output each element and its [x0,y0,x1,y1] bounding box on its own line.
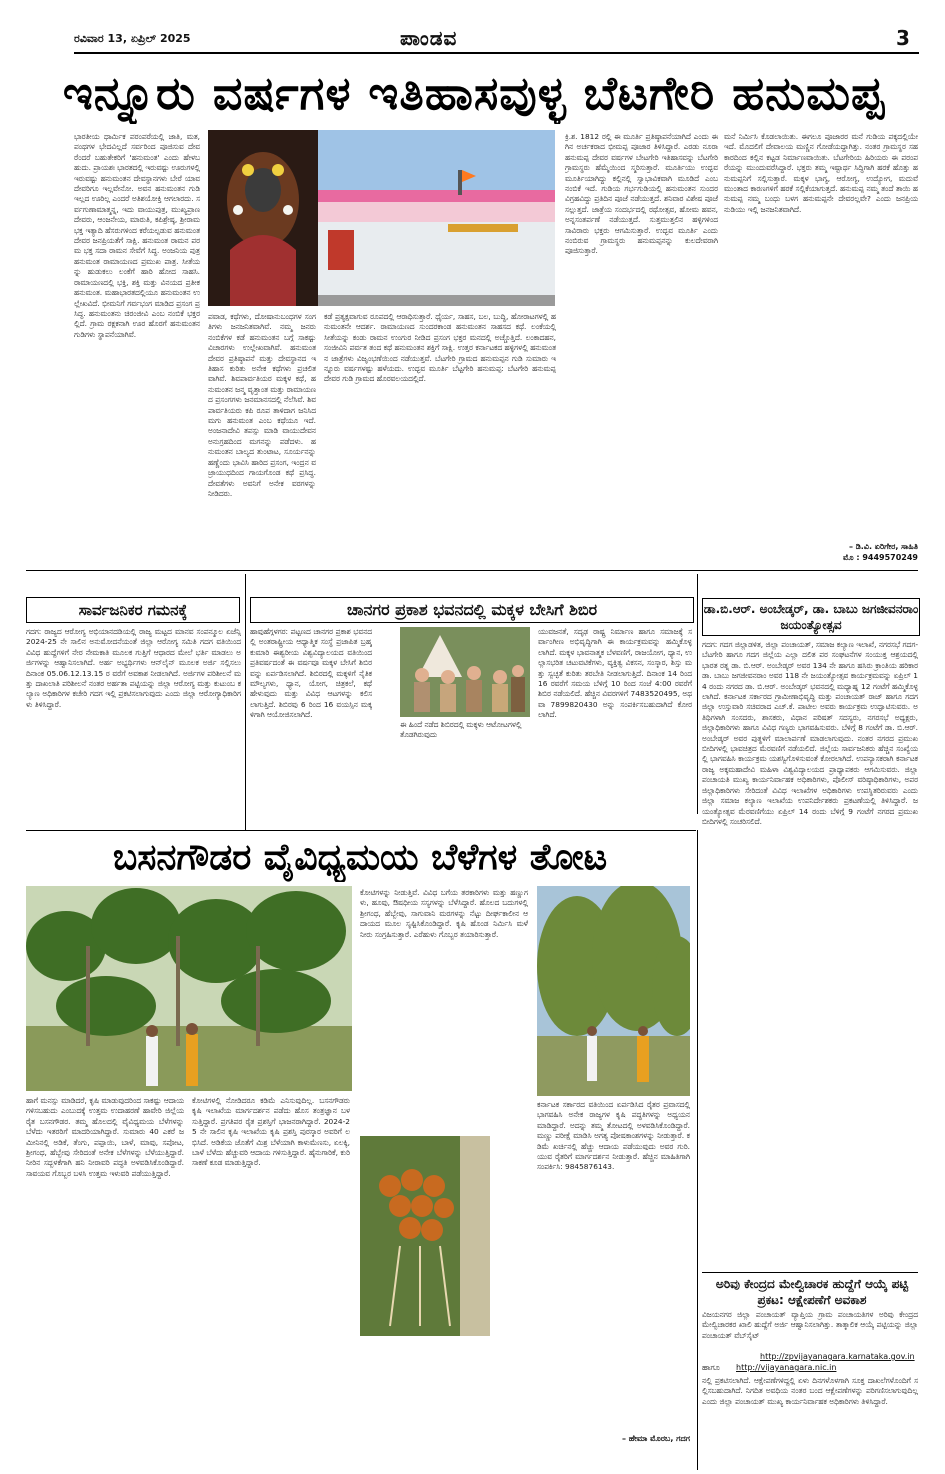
camp-children-photo [400,627,530,717]
farm-story-col1: ಹಾಗೆ ಮನಸ್ಸು ಮಾಡಿದರೆ, ಕೃಷಿ ಮಾಡುವುದರಿಂದ ಸಾಕಷ್ಟು ಆದಾಯ ಗಳಿಸಬಹುದು ಎಂಬುದಕ್ಕೆ ಉತ್ತಮ ಉದಾಹರಣೆ ಹಾವೇರಿ ಜಿಲ್ಲೆಯ ರೈತ ಬಸನಗೌಡರ. ತಮ್ಮ ಹೊಲದಲ್ಲಿ ವೈವಿಧ್ಯಮಯ ಬೆಳೆಗಳನ್ನು ಬೆಳೆದು ಇತರರಿಗೆ ಮಾದರಿಯಾಗಿದ್ದಾರೆ. ಸುಮಾರು 40 ಎಕರೆ ಜಮೀನಿನಲ್ಲಿ ಅಡಿಕೆ, ತೆಂಗು, ಪಪ್ಪಾಯಿ, ಬಾಳೆ, ಮಾವು, ಸಪೋಟ, ಶ್ರೀಗಂಧ, ಹೆಬ್ಬೇವು ಸೇರಿದಂತೆ ಅನೇಕ ಬೆಳೆಗಳನ್ನು ಬೆಳೆಯುತ್ತಿದ್ದಾರೆ. ನೀರಿನ ಸದ್ಬಳಕೆಗಾಗಿ ಹನಿ ನೀರಾವರಿ ಪದ್ಧತಿ ಅಳವಡಿಸಿಕೊಂಡಿದ್ದಾರೆ. ಸಾವಯವ ಗೊಬ್ಬರ ಬಳಸಿ ಉತ್ತಮ ಇಳುವರಿ ಪಡೆಯುತ್ತಿದ್ದಾರೆ. [26,1096,184,1178]
ambedkar-story-title: ಡಾ.ಬಿ.ಆರ್. ಅಂಬೇಡ್ಕರ್, ಡಾ. ಬಾಬು ಜಗಜೀವನರಾಂ ಜಯಂತ್ಯೋತ್ಸವ [702,598,920,636]
public-notice-body: ಗದಗ: ರಾಜ್ಯದ ಆರೋಗ್ಯ ಅಭಿಯಾನದಡಿಯಲ್ಲಿ ರಾಜ್ಯ ಮಟ್ಟದ ಮಾನವ ಸಂಪನ್ಮೂಲ ಏಜೆನ್ಸಿ 2024-25 ನೇ ಸಾಲಿನ ಅನುಮೋದನೆಯಂತೆ ಜಿಲ್ಲಾ ಆರೋಗ್ಯ ಸಮಿತಿ ಗದಗ ವತಿಯಿಂದ ವಿವಿಧ ಹುದ್ದೆಗಳಿಗೆ ನೇರ ನೇಮಕಾತಿ ಮೂಲಕ ಗುತ್ತಿಗೆ ಆಧಾರದ ಮೇಲೆ ಭರ್ತಿ ಮಾಡಲು ಅರ್ಜಿಗಳನ್ನು ಆಹ್ವಾನಿಸಲಾಗಿದೆ. ಅರ್ಹ ಅಭ್ಯರ್ಥಿಗಳು ಆನ್‌ಲೈನ್ ಮೂಲಕ ಅರ್ಜಿ ಸಲ್ಲಿಸಲು ದಿನಾಂಕ 05.06.12.13.15 ರ ವರೆಗೆ ಅವಕಾಶ ನೀಡಲಾಗಿದೆ. ಅರ್ಜಿಗಳ ಪರಿಶೀಲನೆ ಮತ್ತು ದಾಖಲಾತಿ ಪರಿಶೀಲನೆ ನಂತರ ಅರ್ಹತಾ ಪಟ್ಟಿಯನ್ನು ಜಿಲ್ಲಾ ಆರೋಗ್ಯ ಮತ್ತು ಕುಟುಂಬ ಕಲ್ಯಾಣ ಅಧಿಕಾರಿಗಳ ಕಚೇರಿ ಗದಗ ಇಲ್ಲಿ ಪ್ರಕಟಿಸಲಾಗುವುದು ಎಂದು ಜಿಲ್ಲಾ ಆರೋಗ್ಯಾಧಿಕಾರಿಗಳು ತಿಳಿಸಿದ್ದಾರೆ. [26,627,241,709]
camp-photo-caption: ಈ ಹಿಂದೆ ನಡೆದ ಶಿಬಿರದಲ್ಲಿ ಮಕ್ಕಳು ಆಟೋಟಗಳಲ್ಲಿ ತೊಡಗಿರುವುದು [400,720,522,739]
top-story-col2: ಪವಾಡ, ಕಥೆಗಳು, ದೋಷಾನುಬಂಧಗಳ ಸಂಗತಿಗಳು ಜನಜನಿತವಾಗಿವೆ. ನಮ್ಮ ಜನರು ನಂಬಿಕೆಗಳ ಕಡೆ ಹನುಮಂತನ ಬಗ್ಗೆ ಸಾಕಷ್ಟು ವಿಚಾರಗಳು ಉಲ್ಲೇಖವಾಗಿವೆ. ಹನುಮಂತ ದೇವರ ಪ್ರತಿಷ್ಠಾಪನೆ ಮತ್ತು ದೇವಸ್ಥಾನದ ಇತಿಹಾಸ ಕುರಿತು ಅನೇಕ ಕಥೆಗಳು ಪ್ರಚಲಿತವಾಗಿವೆ. ಶಿವಪಾರ್ವತಿಯರ ಮಕ್ಕಳ ಕಥೆ, ಹನುಮಂತನ ಜನ್ಮ ವೃತ್ತಾಂತ ಮತ್ತು ರಾಮಾಯಣದ ಪ್ರಸಂಗಗಳು ಜನಮಾನಸದಲ್ಲಿ ನೆಲೆಸಿವೆ. ಶಿವಪಾರ್ವತಿಯರು ಕಪಿ ರೂಪ ತಾಳಿದಾಗ ಜನಿಸಿದ ಮಗು ಹನುಮಂತ ಎಂಬ ಕಥೆಯೂ ಇದೆ. ಅಂಜನಾದೇವಿ ತಪಸ್ಸು ಮಾಡಿ ವಾಯುದೇವನ ಅನುಗ್ರಹದಿಂದ ಮಗನನ್ನು ಪಡೆದಳು. ಹನುಮಂತನ ಬಾಲ್ಯದ ತುಂಟಾಟ, ಸೂರ್ಯನನ್ನು ಹಣ್ಣೆಂದು ಭಾವಿಸಿ ಹಾರಿದ ಪ್ರಸಂಗ, ಇಂದ್ರನ ವಜ್ರಾಯುಧದಿಂದ ಗಾಯಗೊಂಡ ಕಥೆ ಪ್ರಸಿದ್ಧ. ದೇವತೆಗಳು ಅವನಿಗೆ ಅನೇಕ ವರಗಳನ್ನು ನೀಡಿದರು. [208,312,316,498]
notice-top-rule [702,1272,918,1273]
section-divider-2 [26,830,696,831]
top-story-col1: ಭಾರತೀಯ ಧಾರ್ಮಿಕ ಪರಂಪರೆಯಲ್ಲಿ ಜಾತಿ, ಮತ, ಪಂಥಗಳ ಭೇದವಿಲ್ಲದೆ ಸರ್ವರಿಂದ ಪೂಜಿಸುವ ದೇವರೆಂದರೆ ಬಹುತೇಕರಿಗೆ 'ಹನುಮಂತ' ಎಂದು ಹೇಳಬಹುದು. ಪ್ರಾಯಶಃ ಭಾರತದಲ್ಲಿ ಇರುವಷ್ಟು ಊರುಗಳಲ್ಲಿ ಇರುವಷ್ಟು ಹನುಮಂತನ ದೇವಸ್ಥಾನಗಳು ಬೇರೆ ಯಾವ ದೇವರಿಗೂ ಇಲ್ಲವೇನೋ. ಅವನ ಹನುಮಂತನ ಗುಡಿ ಇಲ್ಲದ ಊರಿಲ್ಲ ಎಂದರೆ ಅತಿಶಯೋಕ್ತಿ ಆಗಲಾರದು. ಸರ್ವಗುಣಾಮಾತ್ಮನ್ನ, ಇದು ವಾಯುಪುತ್ರ, ಮುಖ್ಯಪ್ರಾಣದೇವರು, ಆಂಜನೇಯ, ಮಾರುತಿ, ಕಪಿಶ್ರೇಷ್ಠ, ಶ್ರೀರಾಮಭಕ್ತ ಇತ್ಯಾದಿ ಹೆಸರುಗಳಿಂದ ಕರೆಯಲ್ಪಡುವ ಹನುಮಂತ ದೇವರ ಜನಪ್ರಿಯತೆಗೆ ಸಾಕ್ಷಿ. ಹನುಮಂತ ರಾಮನ ಪರಮ ಭಕ್ತ ಸದಾ ರಾಮನ ಸೇವೆಗೆ ಸಿದ್ಧ. ಅಂಜನಿಯ ಪುತ್ರ ಹನುಮಂತ ರಾಮಾಯಣದ ಪ್ರಮುಖ ಪಾತ್ರ. ಸೀತೆಯನ್ನು ಹುಡುಕಲು ಲಂಕೆಗೆ ಹಾರಿ ಹೋದ ಸಾಹಸಿ. ರಾಮಾಯಣದಲ್ಲಿ ಭಕ್ತಿ, ಶಕ್ತಿ ಮತ್ತು ವಿನಯದ ಪ್ರತೀಕ ಹನುಮಂತ. ಮಹಾಭಾರತದಲ್ಲಿಯೂ ಹನುಮಂತನ ಉಲ್ಲೇಖವಿದೆ. ಭೀಮನಿಗೆ ಗರ್ವಭಂಗ ಮಾಡಿದ ಪ್ರಸಂಗ ಪ್ರಸಿದ್ಧ. ಹನುಮಂತನು ಚಿರಂಜೀವಿ ಎಂಬ ನಂಬಿಕೆ ಭಕ್ತರಲ್ಲಿದೆ. ಗ್ರಾಮ ರಕ್ಷಕನಾಗಿ ಊರ ಹೊರಗೆ ಹನುಮಂತನ ಗುಡಿಗಳು ಸ್ಥಾಪನೆಯಾಗಿವೆ. [74,132,200,339]
section-divider-1 [26,570,918,571]
newspaper-name: ಪಾಂಡವ [400,26,458,50]
public-notice-title: ಸಾರ್ವಜನಿಕರ ಗಮನಕ್ಕೆ [26,597,240,623]
farm-story-col2: ಕೋಟಿಗಳಲ್ಲಿ ನೋಡಿದರೂ ಕಡಿಮೆ ಎನಿಸುವುದಿಲ್ಲ. ಬಸನಗೌಡರು ಕೃಷಿ ಇಲಾಖೆಯ ಮಾರ್ಗದರ್ಶನ ಪಡೆದು ಹೊಸ ತಂತ್ರಜ್ಞಾನ ಬಳಸುತ್ತಿದ್ದಾರೆ. ಪ್ರಗತಿಪರ ರೈತ ಪ್ರಶಸ್ತಿಗೆ ಭಾಜನರಾಗಿದ್ದಾರೆ. 2024-25 ನೇ ಸಾಲಿನ ಕೃಷಿ ಇಲಾಖೆಯ ಕೃಷಿ ಪ್ರಶಸ್ತಿ ಪುರಸ್ಕಾರ ಅವರಿಗೆ ಲಭಿಸಿದೆ. ಅಡಿಕೆಯ ಜೊತೆಗೆ ಮಿಶ್ರ ಬೆಳೆಯಾಗಿ ಕಾಳುಮೆಣಸು, ಏಲಕ್ಕಿ, ಬಾಳೆ ಬೆಳೆದು ಹೆಚ್ಚುವರಿ ಆದಾಯ ಗಳಿಸುತ್ತಿದ್ದಾರೆ. ಹೈನುಗಾರಿಕೆ, ಕುರಿ ಸಾಕಣೆ ಕೂಡ ಮಾಡುತ್ತಿದ್ದಾರೆ. [192,1096,350,1168]
header-rule [74,52,919,54]
column-divider-b [697,574,698,814]
notice-url-nic[interactable]: http://vijayanagara.nic.in [736,1363,837,1372]
top-story-byline: – ಡಿ.ವಿ. ಏರಿಗೇರ, ಸಾಹಿತಿ [848,542,918,551]
fruit-bunch-photo [360,1136,490,1336]
top-story-headline: ಇನ್ನೂರು ವರ್ಷಗಳ ಇತಿಹಾಸವುಳ್ಳ ಬೆಟಗೇರಿ ಹನುಮಪ್ಪ [62,66,886,120]
top-story-col3: ಕಡೆ ಪ್ರತ್ಯಕ್ಷವಾಗುವ ರೂಪದಲ್ಲಿ ಆರಾಧಿಸುತ್ತಾರೆ. ಧೈರ್ಯ, ಸಾಹಸ, ಬಲ, ಬುದ್ಧಿ, ಹೋರಾಟಗಳಲ್ಲಿ ಹನುಮಂತನೇ ಆದರ್ಶ. ರಾಮಾಯಣದ ಸುಂದರಕಾಂಡ ಹನುಮಂತನ ಸಾಹಸದ ಕಥೆ. ಲಂಕೆಯಲ್ಲಿ ಸೀತೆಯನ್ನು ಕಂಡು ರಾಮನ ಉಂಗುರ ನೀಡಿದ ಪ್ರಸಂಗ ಭಕ್ತರ ಮನದಲ್ಲಿ ಅಚ್ಚೊತ್ತಿದೆ. ಲಂಕಾದಹನ, ಸಂಜೀವಿನಿ ಪರ್ವತ ತಂದ ಕಥೆ ಹನುಮಂತನ ಶಕ್ತಿಗೆ ಸಾಕ್ಷಿ. ಉತ್ತರ ಕರ್ನಾಟಕದ ಹಳ್ಳಿಗಳಲ್ಲಿ ಹನುಮಂತನ ಜಾತ್ರೆಗಳು ವಿಜೃಂಭಣೆಯಿಂದ ನಡೆಯುತ್ತವೆ. ಬೆಟಗೇರಿ ಗ್ರಾಮದ ಹನುಮಪ್ಪನ ಗುಡಿ ಸುಮಾರು ಇನ್ನೂರು ವರ್ಷಗಳಷ್ಟು ಹಳೆಯದು. ಉದ್ಭವ ಮೂರ್ತಿ ಬೆಟ್ಟಗೇರಿ ಹನುಮಪ್ಪ: ಬೆಟಗೇರಿ ಹನುಮಪ್ಪ ದೇವರ ಗುಡಿ ಗ್ರಾಮದ ಹೊರವಲಯದಲ್ಲಿದೆ. [324,312,556,384]
recruitment-notice-body: ವಿಜಯನಗರ ಜಿಲ್ಲಾ ಪಂಚಾಯತ್ ವ್ಯಾಪ್ತಿಯ ಗ್ರಾಮ ಪಂಚಾಯತಿಗಳ ಅರಿವು ಕೇಂದ್ರದ ಮೇಲ್ವಿಚಾರಕರ ಖಾಲಿ ಹುದ್ದೆಗೆ ಅರ್ಜಿ ಆಹ್ವಾನಿಸಲಾಗಿತ್ತು. ತಾತ್ಕಾಲಿಕ ಆಯ್ಕೆ ಪಟ್ಟಿಯನ್ನು ಜಿಲ್ಲಾ ಪಂಚಾಯತ್ ವೆಬ್‌ಸೈಟ್ [702,1310,918,1340]
farm-story-headline: ಬಸನಗೌಡರ ವೈವಿಧ್ಯಮಯ ಬೆಳೆಗಳ ತೋಟ [112,837,608,878]
temple-photo [208,130,555,306]
top-story-col5: ಮನೆ ನಿರ್ಮಿಸಿ ಕೊಡಲಾಯಿತು. ಈಗಲೂ ಪೂಜಾರರ ಮನೆ ಗುಡಿಯ ಪಕ್ಕದಲ್ಲಿಯೇ ಇದೆ. ಮೊದಲಿಗೆ ದೇವಾಲಯ ಮಣ್ಣಿನ ಗೋಡೆಯದ್ದಾಗಿತ್ತು. ನಂತರ ಗ್ರಾಮಸ್ಥರ ಸಹಕಾರದಿಂದ ಕಲ್ಲಿನ ಕಟ್ಟಡ ನಿರ್ಮಾಣವಾಯಿತು. ಬೆಟಗೇರಿಯ ಹಿರಿಯರು ಈ ಪರಂಪರೆಯನ್ನು ಮುಂದುವರೆಸಿದ್ದಾರೆ. ಭಕ್ತರು ತಮ್ಮ ಇಷ್ಟಾರ್ಥ ಸಿದ್ಧಿಗಾಗಿ ಹರಕೆ ಹೊತ್ತು ಹನುಮಪ್ಪನಿಗೆ ಸಲ್ಲಿಸುತ್ತಾರೆ. ಮಕ್ಕಳ ಭಾಗ್ಯ, ಆರೋಗ್ಯ, ಉದ್ಯೋಗ, ಮದುವೆ ಮುಂತಾದ ಕಾರಣಗಳಿಗೆ ಹರಕೆ ಸಲ್ಲಿಕೆಯಾಗುತ್ತದೆ. ಹನುಮಪ್ಪ ನಮ್ಮ ತಂದೆ ತಾಯಿ ಹನುಮಪ್ಪ ನಮ್ಮ ಬಂಧು ಬಳಗ ಹನುಮಪ್ಪನೇ ದೇವರಲ್ಲವೇ? ಎಂದು ಜನಪ್ರಿಯ ನುಡಿಯು ಇಲ್ಲಿ ಜನಜನಿತವಾಗಿದೆ. [724,132,918,214]
papaya-farm-photo [26,886,352,1091]
camp-story-col1: ಹಾವುಹೆಗ್ಗಳಗರ: ಪಟ್ಟಣದ ಚಾನಗರ ಪ್ರಕಾಶ ಭವನದಲ್ಲಿ ಅಂತರಾಷ್ಟ್ರೀಯ ಆಧ್ಯಾತ್ಮಿಕ ಸಂಸ್ಥೆ ಪ್ರಜಾಪಿತ ಬ್ರಹ್ಮಕುಮಾರಿ ಈಶ್ವರೀಯ ವಿಶ್ವವಿದ್ಯಾಲಯದ ವತಿಯಿಂದ ಪ್ರತಿವರ್ಷದಂತೆ ಈ ವರ್ಷವೂ ಮಕ್ಕಳ ಬೇಸಿಗೆ ಶಿಬಿರವನ್ನು ಏರ್ಪಡಿಸಲಾಗಿದೆ. ಶಿಬಿರದಲ್ಲಿ ಮಕ್ಕಳಿಗೆ ನೈತಿಕ ಮೌಲ್ಯಗಳು, ಧ್ಯಾನ, ಯೋಗ, ಚಿತ್ರಕಲೆ, ಕಥೆ ಹೇಳುವುದು ಮತ್ತು ವಿವಿಧ ಆಟಗಳನ್ನು ಕಲಿಸಲಾಗುತ್ತಿದೆ. ಶಿಬಿರವು 6 ರಿಂದ 16 ವಯಸ್ಸಿನ ಮಕ್ಕಳಿಗಾಗಿ ಆಯೋಜಿಸಲಾಗಿದೆ. [250,627,372,720]
farm-story-byline: – ಹೇಮಾ ಮೊರಬ, ಗದಗ [621,1434,690,1443]
camp-story-col2: ಯುವಜನತೆ, ಸದೃಢ ರಾಷ್ಟ್ರ ನಿರ್ಮಾಣ ಹಾಗೂ ಸಮಾಜಕ್ಕೆ ಸರ್ವಾಂಗೀಣ ಅಭಿವೃದ್ಧಿಗಾಗಿ ಈ ಕಾರ್ಯಕ್ರಮವನ್ನು ಹಮ್ಮಿಕೊಳ್ಳಲಾಗಿದೆ. ಮಕ್ಕಳ ಭಾವನಾತ್ಮಕ ಬೆಳವಣಿಗೆ, ರಾಜಯೋಗ, ಧ್ಯಾನ, ಉಲ್ಲಾಸಭರಿತ ಚಟುವಟಿಕೆಗಳು, ವ್ಯಕ್ತಿತ್ವ ವಿಕಸನ, ಸಂಸ್ಕಾರ, ಶಿಸ್ತು ಮತ್ತು ಸ್ವಚ್ಛತೆ ಕುರಿತು ತರಬೇತಿ ನೀಡಲಾಗುತ್ತಿದೆ. ದಿನಾಂಕ 14 ರಿಂದ 16 ರವರೆಗೆ ಸಮಯ ಬೆಳಿಗ್ಗೆ 10 ರಿಂದ ಸಂಜೆ 4:00 ರವರೆಗೆ ಶಿಬಿರ ನಡೆಯಲಿದೆ. ಹೆಚ್ಚಿನ ವಿವರಗಳಿಗೆ 7483520495, ಅಥವಾ 7899820430 ಅನ್ನು ಸಂಪರ್ಕಿಸಬಹುದಾಗಿದೆ ಕೋರಲಾಗಿದೆ. [538,627,692,720]
issue-date: ರವಿವಾರ 13, ಏಪ್ರಿಲ್ 2025 [74,32,191,45]
camp-story-title: ಚಾನಗರ ಪ್ರಕಾಶ ಭವನದಲ್ಲಿ ಮಕ್ಕಳ ಬೇಸಿಗೆ ಶಿಬಿರ [250,597,694,623]
page-number: 3 [896,26,910,50]
farm-story-col4: ಕರ್ನಾಟಕ ಸರ್ಕಾರದ ವತಿಯಿಂದ ಏರ್ಪಡಿಸಿದ ರೈತರ ಪ್ರವಾಸದಲ್ಲಿ ಭಾಗವಹಿಸಿ ಅನೇಕ ರಾಜ್ಯಗಳ ಕೃಷಿ ಪದ್ಧತಿಗಳನ್ನು ಅಧ್ಯಯನ ಮಾಡಿದ್ದಾರೆ. ಅದನ್ನು ತಮ್ಮ ತೋಟದಲ್ಲಿ ಅಳವಡಿಸಿಕೊಂಡಿದ್ದಾರೆ. ಮಣ್ಣು ಪರೀಕ್ಷೆ ಮಾಡಿಸಿ ಅಗತ್ಯ ಪೋಷಕಾಂಶಗಳನ್ನು ನೀಡುತ್ತಾರೆ. ಕಡಿಮೆ ಖರ್ಚಿನಲ್ಲಿ ಹೆಚ್ಚು ಆದಾಯ ಪಡೆಯುವುದು ಅವರ ಗುರಿ. ಯುವ ರೈತರಿಗೆ ಮಾರ್ಗದರ್ಶನ ನೀಡುತ್ತಾರೆ. ಹೆಚ್ಚಿನ ಮಾಹಿತಿಗಾಗಿ ಸಂಪರ್ಕಿಸಿ: 9845876143. [537,1100,690,1172]
top-story-mobile: ಮೊ : 9449570249 [843,553,918,562]
column-divider-a [245,574,246,830]
bamboo-farm-photo [537,886,690,1096]
recruitment-notice-title: ಅರಿವು ಕೇಂದ್ರದ ಮೇಲ್ವಿಚಾರಕ ಹುದ್ದೆಗೆ ಆಯ್ಕೆ ಪಟ್ಟಿ ಪ್ರಕಟ: ಆಕ್ಷೇಪಣೆಗೆ ಅವಕಾಶ [715,1277,909,1307]
top-story-col4: ಕ್ರಿ.ಶ. 1812 ರಲ್ಲಿ ಈ ಮೂರ್ತಿ ಪ್ರತಿಷ್ಠಾಪನೆಯಾಗಿದೆ ಎಂದು ಈಗಿನ ಅರ್ಚಕರಾದ ಭೀಮಪ್ಪ ಪೂಜಾರ ತಿಳಿಸಿದ್ದಾರೆ. ಎರಡು ನೂರಾ ಹನುಮಪ್ಪ ದೇವರ ವರ್ಷಗಳ ಬೇಟಗೇರಿ ಇತಿಹಾಸವನ್ನು ಬೆಟಗೇರಿ ಗ್ರಾಮಸ್ಥರು ಹೆಮ್ಮೆಯಿಂದ ಸ್ಮರಿಸುತ್ತಾರೆ. ಮೂರ್ತಿಯು ಉದ್ಭವ ಮೂರ್ತಿಯಾಗಿದ್ದು ಕಲ್ಲಿನಲ್ಲಿ ಸ್ವಾಭಾವಿಕವಾಗಿ ಮೂಡಿದೆ ಎಂಬ ನಂಬಿಕೆ ಇದೆ. ಗುಡಿಯ ಗರ್ಭಗುಡಿಯಲ್ಲಿ ಹನುಮಂತನ ಸುಂದರ ವಿಗ್ರಹವಿದ್ದು ಪ್ರತಿದಿನ ಪೂಜೆ ನಡೆಯುತ್ತದೆ. ಶನಿವಾರ ವಿಶೇಷ ಪೂಜೆ ಸಲ್ಲುತ್ತದೆ. ಜಾತ್ರೆಯ ಸಂದರ್ಭದಲ್ಲಿ ರಥೋತ್ಸವ, ಹೋಮ ಹವನ, ಅನ್ನಸಂತರ್ಪಣೆ ನಡೆಯುತ್ತದೆ. ಸುತ್ತಮುತ್ತಲಿನ ಹಳ್ಳಿಗಳಿಂದ ಸಾವಿರಾರು ಭಕ್ತರು ಆಗಮಿಸುತ್ತಾರೆ. ಉದ್ಭವ ಮೂರ್ತಿ ಎಂದು ನಂಬಿರುವ ಗ್ರಾಮಸ್ಥರು ಹನುಮಪ್ಪನನ್ನು ಕುಲದೇವರಾಗಿ ಪೂಜಿಸುತ್ತಾರೆ. [565,132,718,256]
ambedkar-story-body: ಗದಗ: ಗದಗ ಜಿಲ್ಲಾಡಳಿತ, ಜಿಲ್ಲಾ ಪಂಚಾಯತ್, ಸಮಾಜ ಕಲ್ಯಾಣ ಇಲಾಖೆ, ನಗರಸಭೆ ಗದಗ-ಬೆಟಗೇರಿ ಹಾಗೂ ಗದಗ ಜಿಲ್ಲೆಯ ಎಲ್ಲಾ ದಲಿತ ಪರ ಸಂಘಟನೆಗಳ ಸಂಯುಕ್ತ ಆಶ್ರಯದಲ್ಲಿ ಭಾರತ ರತ್ನ ಡಾ. ಬಿ.ಆರ್. ಅಂಬೇಡ್ಕರ್ ಅವರ 134 ನೇ ಹಾಗೂ ಹಸಿರು ಕ್ರಾಂತಿಯ ಹರಿಕಾರ ಡಾ. ಬಾಬು ಜಗಜೀವನರಾಂ ಅವರ 118 ನೇ ಜಯಂತ್ಯೋತ್ಸವ ಕಾರ್ಯಕ್ರಮವನ್ನು ಏಪ್ರಿಲ್ 14 ರಂದು ನಗರದ ಡಾ. ಬಿ.ಆರ್. ಅಂಬೇಡ್ಕರ್ ಭವನದಲ್ಲಿ ಮಧ್ಯಾಹ್ನ 12 ಗಂಟೆಗೆ ಹಮ್ಮಿಕೊಳ್ಳಲಾಗಿದೆ. ಕರ್ನಾಟಕ ಸರ್ಕಾರದ ಗ್ರಾಮೀಣಾಭಿವೃದ್ಧಿ ಮತ್ತು ಪಂಚಾಯತ್ ರಾಜ್ ಹಾಗೂ ಗದಗ ಜಿಲ್ಲಾ ಉಸ್ತುವಾರಿ ಸಚಿವರಾದ ಎಚ್.ಕೆ. ಪಾಟೀಲ ಅವರು ಕಾರ್ಯಕ್ರಮ ಉದ್ಘಾಟಿಸುವರು. ಅತಿಥಿಗಳಾಗಿ ಸಂಸದರು, ಶಾಸಕರು, ವಿಧಾನ ಪರಿಷತ್ ಸದಸ್ಯರು, ನಗರಸಭೆ ಅಧ್ಯಕ್ಷರು, ಜಿಲ್ಲಾಧಿಕಾರಿಗಳು ಹಾಗೂ ವಿವಿಧ ಗಣ್ಯರು ಭಾಗವಹಿಸುವರು. ಬೆಳಿಗ್ಗೆ 8 ಗಂಟೆಗೆ ಡಾ. ಬಿ.ಆರ್. ಅಂಬೇಡ್ಕರ್ ಅವರ ಪುತ್ಥಳಿಗೆ ಮಾಲಾರ್ಪಣೆ ಮಾಡಲಾಗುವುದು. ನಂತರ ನಗರದ ಪ್ರಮುಖ ಬೀದಿಗಳಲ್ಲಿ ಭಾವಚಿತ್ರದ ಮೆರವಣಿಗೆ ನಡೆಯಲಿದೆ. ಜಿಲ್ಲೆಯ ಸಾರ್ವಜನಿಕರು ಹೆಚ್ಚಿನ ಸಂಖ್ಯೆಯಲ್ಲಿ ಭಾಗವಹಿಸಿ ಕಾರ್ಯಕ್ರಮ ಯಶಸ್ವಿಗೊಳಿಸುವಂತೆ ಕೋರಲಾಗಿದೆ. ಉಪನ್ಯಾಸಕರಾಗಿ ಕರ್ನಾಟಕ ರಾಜ್ಯ ಅಕ್ಕಮಹಾದೇವಿ ಮಹಿಳಾ ವಿಶ್ವವಿದ್ಯಾಲಯದ ಪ್ರಾಧ್ಯಾಪಕರು ಆಗಮಿಸುವರು. ಜಿಲ್ಲಾ ಪಂಚಾಯತಿ ಮುಖ್ಯ ಕಾರ್ಯನಿರ್ವಾಹಕ ಅಧಿಕಾರಿಗಳು, ಪೊಲೀಸ್ ವರಿಷ್ಠಾಧಿಕಾರಿಗಳು, ಅಪರ ಜಿಲ್ಲಾಧಿಕಾರಿಗಳು ಸೇರಿದಂತೆ ವಿವಿಧ ಇಲಾಖೆಗಳ ಅಧಿಕಾರಿಗಳು ಉಪಸ್ಥಿತರಿರುವರು ಎಂದು ಜಿಲ್ಲಾ ಸಮಾಜ ಕಲ್ಯಾಣ ಇಲಾಖೆಯ ಉಪನಿರ್ದೇಶಕರು ಪ್ರಕಟಣೆಯಲ್ಲಿ ತಿಳಿಸಿದ್ದಾರೆ. ಜಯಂತ್ಯೋತ್ಸವ ಮೆರವಣಿಗೆಯು ಏಪ್ರಿಲ್ 14 ರಂದು ಬೆಳಿಗ್ಗೆ 9 ಗಂಟೆಗೆ ನಗರದ ಪ್ರಮುಖ ಬೀದಿಗಳಲ್ಲಿ ಸಂಚರಿಸಲಿದೆ. [702,640,918,826]
notice-conjunction: ಹಾಗೂ [702,1363,720,1372]
farm-story-col3: ಕೋಟಿಗಳನ್ನು ನೀಡುತ್ತಿವೆ. ವಿವಿಧ ಬಗೆಯ ತರಕಾರಿಗಳು ಮತ್ತು ಹಣ್ಣುಗಳು, ಹೂವು, ಔಷಧೀಯ ಸಸ್ಯಗಳನ್ನು ಬೆಳೆಸಿದ್ದಾರೆ. ಹೊಲದ ಬದುಗಳಲ್ಲಿ ಶ್ರೀಗಂಧ, ಹೆಬ್ಬೇವು, ಸಾಗುವಾನಿ ಮರಗಳನ್ನು ನೆಟ್ಟು ದೀರ್ಘಕಾಲೀನ ಆದಾಯದ ಮೂಲ ಸೃಷ್ಟಿಸಿಕೊಂಡಿದ್ದಾರೆ. ಕೃಷಿ ಹೊಂಡ ನಿರ್ಮಿಸಿ ಮಳೆ ನೀರು ಸಂಗ್ರಹಿಸುತ್ತಾರೆ. ಎರೆಹುಳು ಗೊಬ್ಬರ ತಯಾರಿಸುತ್ತಾರೆ. [360,888,528,939]
notice-url-zp[interactable]: http://zpvijayanagara.karnataka.gov.in [760,1352,915,1361]
column-divider-c [697,830,698,1470]
recruitment-notice-body2: ನಲ್ಲಿ ಪ್ರಕಟಿಸಲಾಗಿದೆ. ಆಕ್ಷೇಪಣೆಗಳಿದ್ದಲ್ಲಿ ಏಳು ದಿನಗಳೊಳಗಾಗಿ ಸೂಕ್ತ ದಾಖಲೆಗಳೊಂದಿಗೆ ಸಲ್ಲಿಸಬಹುದಾಗಿದೆ. ನಿಗದಿತ ಅವಧಿಯ ನಂತರ ಬಂದ ಆಕ್ಷೇಪಣೆಗಳನ್ನು ಪರಿಗಣಿಸಲಾಗುವುದಿಲ್ಲ ಎಂದು ಜಿಲ್ಲಾ ಪಂಚಾಯತ್ ಮುಖ್ಯ ಕಾರ್ಯನಿರ್ವಾಹಕ ಅಧಿಕಾರಿಗಳು ತಿಳಿಸಿದ್ದಾರೆ. [702,1376,918,1406]
